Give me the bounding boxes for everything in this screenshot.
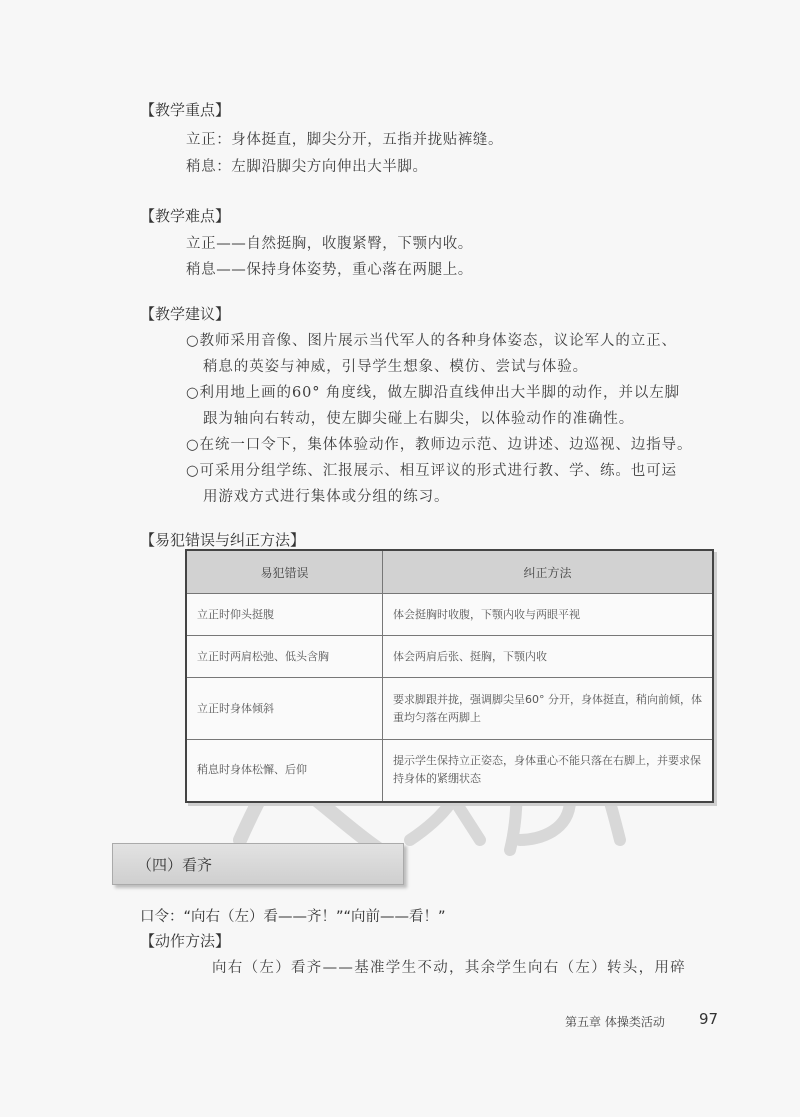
difficulty-line-attention: 立正——自然挺胸，收腹紧臀，下颚内收。 bbox=[186, 236, 473, 252]
section-heading-suggestions: 【教学建议】 bbox=[140, 305, 231, 323]
table-cell-correction: 提示学生保持立正姿态，身体重心不能只落在右脚上，并要求保持身体的紧绷状态 bbox=[383, 740, 714, 802]
difficulty-line-at-ease: 稍息——保持身体姿势，重心落在两腿上。 bbox=[186, 262, 473, 278]
section-heading-key-points: 【教学重点】 bbox=[140, 101, 231, 119]
errors-corrections-table bbox=[185, 549, 714, 803]
suggestion-line: ○可采用分组学练、汇报展示、相互评议的形式进行教、学、练。也可运 bbox=[186, 463, 677, 479]
suggestion-line: 用游戏方式进行集体或分组的练习。 bbox=[203, 489, 450, 505]
subsection-banner bbox=[112, 843, 404, 885]
table-header-correction: 纠正方法 bbox=[383, 550, 714, 594]
table-cell-error: 立正时两肩松弛、低头含胸 bbox=[186, 636, 383, 678]
table-header-error: 易犯错误 bbox=[186, 550, 383, 594]
table-cell-correction: 要求脚跟并拢，强调脚尖呈60° 分开，身体挺直，稍向前倾，体重均匀落在两脚上 bbox=[383, 678, 714, 740]
page-number: 97 bbox=[699, 1010, 719, 1028]
section-heading-method: 【动作方法】 bbox=[140, 932, 231, 950]
section-heading-difficulties: 【教学难点】 bbox=[140, 207, 231, 225]
table-cell-error: 立正时仰头挺腹 bbox=[186, 594, 383, 636]
table-cell-error: 立正时身体倾斜 bbox=[186, 678, 383, 740]
key-point-line-attention: 立正：身体挺直，脚尖分开，五指并拢贴裤缝。 bbox=[186, 132, 504, 148]
suggestion-line: ○在统一口令下，集体体验动作，教师边示范、边讲述、边巡视、边指导。 bbox=[186, 437, 693, 453]
suggestion-line: 稍息的英姿与神威，引导学生想象、模仿、尝试与体验。 bbox=[203, 359, 588, 375]
suggestion-line: ○教师采用音像、图片展示当代军人的各种身体姿态，议论军人的立正、 bbox=[186, 333, 677, 349]
table-header-row bbox=[186, 550, 713, 594]
table-row bbox=[186, 594, 713, 636]
command-line: 口令：“向右（左）看——齐！”“向前——看！” bbox=[140, 909, 446, 925]
method-line: 向右（左）看齐——基准学生不动，其余学生向右（左）转头，用碎 bbox=[212, 960, 686, 976]
table-row bbox=[186, 636, 713, 678]
table-cell-correction: 体会两肩后张、挺胸，下颚内收 bbox=[383, 636, 714, 678]
table-cell-correction: 体会挺胸时收腹，下颚内收与两眼平视 bbox=[383, 594, 714, 636]
section-heading-errors-corrections: 【易犯错误与纠正方法】 bbox=[140, 531, 306, 549]
suggestion-line: ○利用地上画的60° 角度线，做左脚沿直线伸出大半脚的动作，并以左脚 bbox=[186, 385, 681, 401]
table-row bbox=[186, 740, 713, 802]
table-row bbox=[186, 678, 713, 740]
footer-chapter-title: 第五章 体操类活动 bbox=[565, 1015, 665, 1029]
subsection-title: （四）看齐 bbox=[137, 856, 213, 874]
table-cell-error: 稍息时身体松懈、后仰 bbox=[186, 740, 383, 802]
suggestion-line: 跟为轴向右转动，使左脚尖碰上右脚尖，以体验动作的准确性。 bbox=[203, 411, 635, 427]
key-point-line-at-ease: 稍息：左脚沿脚尖方向伸出大半脚。 bbox=[186, 159, 428, 175]
